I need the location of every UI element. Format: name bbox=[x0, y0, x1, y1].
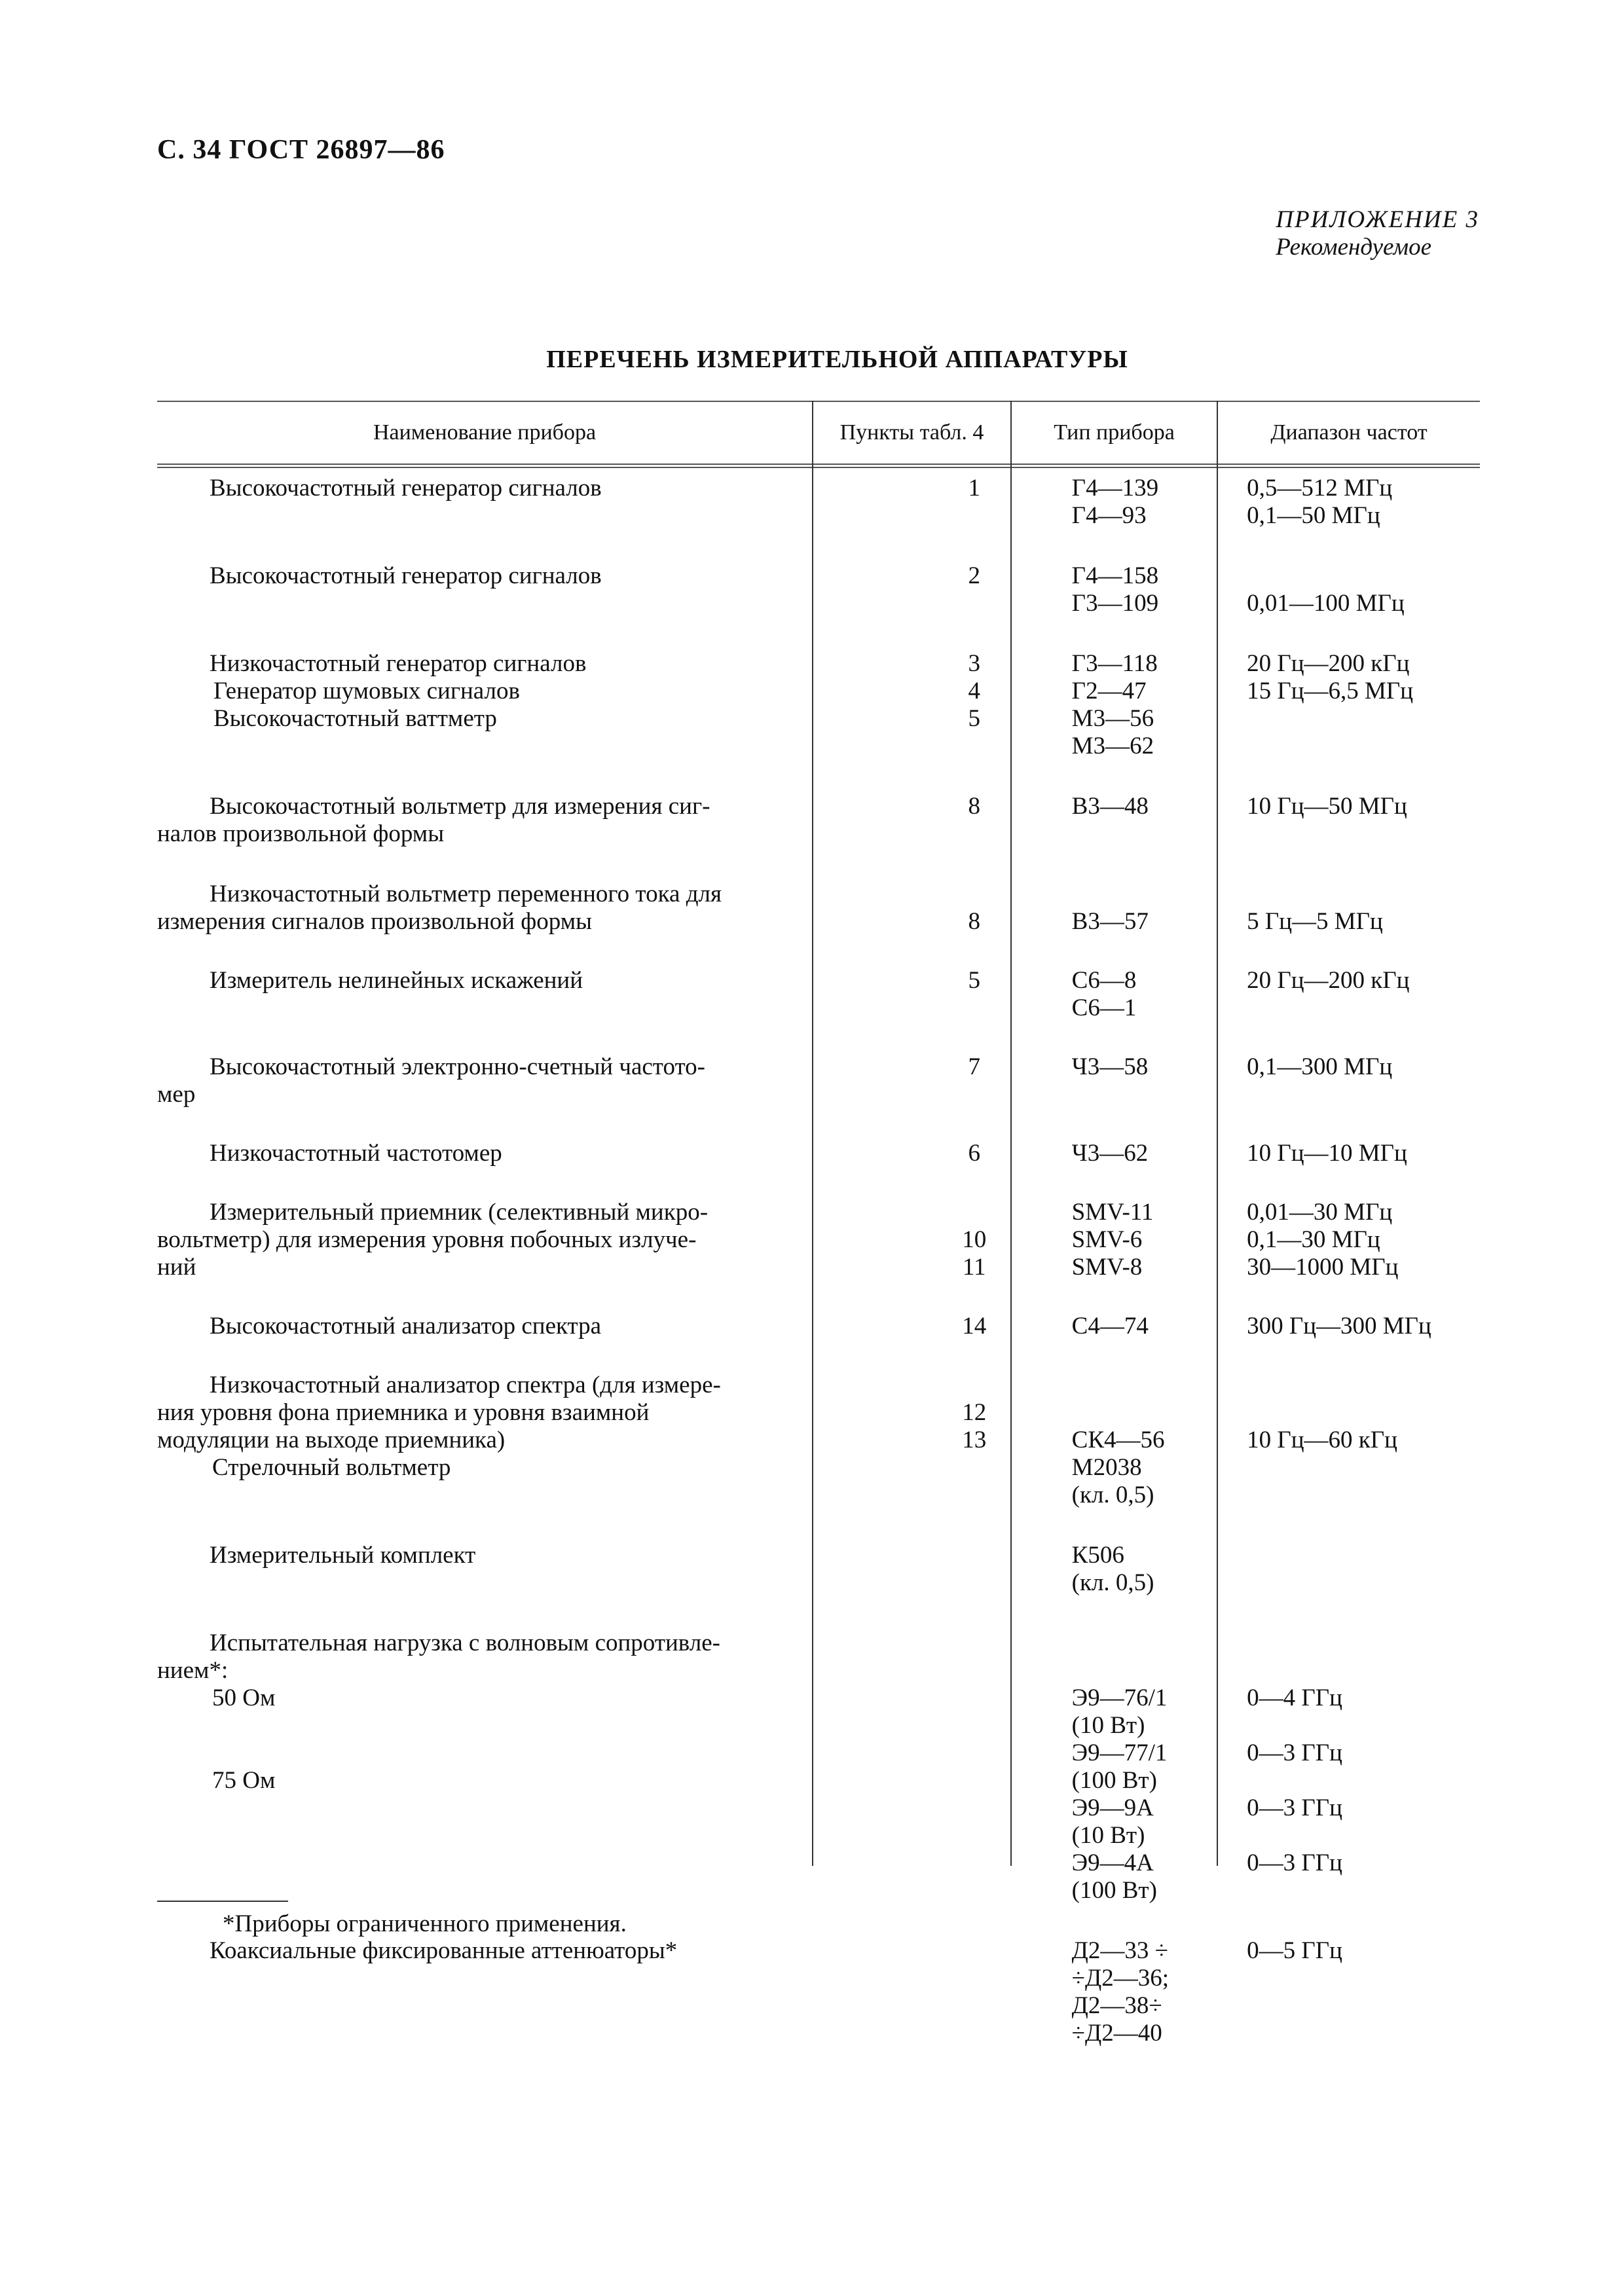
cell-range-line bbox=[1247, 1767, 1480, 1795]
cell-range-line bbox=[1247, 1372, 1480, 1399]
cell-type-line: SMV-8 bbox=[1071, 1254, 1143, 1281]
cell-range bbox=[1247, 1140, 1480, 1167]
cell-name-line: Низкочастотный вольтметр переменного тока для bbox=[210, 881, 722, 907]
cell-items-line: 13 bbox=[962, 1427, 987, 1453]
document-title bbox=[0, 345, 1622, 374]
cell-name-line: Высокочастотный электронно-счетный частото- bbox=[210, 1053, 706, 1080]
cell-range bbox=[1247, 1630, 1480, 1904]
cell-type-line bbox=[1072, 881, 1221, 908]
cell-name-line: Высокочастотный анализатор спектра bbox=[210, 1313, 602, 1339]
cell-range-line: 0—3 ГГц bbox=[1247, 1740, 1342, 1766]
cell-range bbox=[1247, 562, 1480, 617]
cell-type bbox=[1072, 1140, 1221, 1167]
cell-type-line: Г2—47 bbox=[1071, 678, 1147, 704]
cell-items-line: 11 bbox=[962, 1254, 986, 1281]
table-top-rule bbox=[157, 401, 1480, 402]
cell-type-line: С4—74 bbox=[1071, 1313, 1149, 1339]
cell-range-line: 15 Гц—6,5 МГц bbox=[1247, 678, 1414, 704]
cell-range-line bbox=[1247, 733, 1480, 760]
cell-name-line: Низкочастотный частотомер bbox=[210, 1140, 502, 1167]
table-row bbox=[157, 1313, 1480, 1340]
table-row bbox=[157, 881, 1480, 936]
cell-type bbox=[1072, 967, 1221, 1022]
cell-type-line: Э9—9А bbox=[1071, 1795, 1154, 1821]
table-row bbox=[157, 1542, 1480, 1597]
cell-type-line: Г4—139 bbox=[1071, 475, 1159, 501]
cell-name bbox=[157, 1199, 805, 1281]
cell-type-line: Д2—33 ÷ bbox=[1071, 1937, 1168, 1964]
cell-range-line: 10 Гц—60 кГц bbox=[1247, 1427, 1397, 1453]
cell-range-line bbox=[1247, 1454, 1480, 1482]
cell-name bbox=[157, 1937, 805, 1965]
cell-items-line: 8 bbox=[968, 793, 980, 820]
cell-type-line: (100 Вт) bbox=[1071, 1877, 1157, 1904]
cell-type-line: Г3—109 bbox=[1071, 590, 1159, 617]
cell-items-line bbox=[916, 1482, 1033, 1509]
cell-name-line: Коаксиальные фиксированные аттенюаторы* bbox=[210, 1937, 678, 1964]
table-row bbox=[157, 1199, 1480, 1281]
cell-type bbox=[1072, 475, 1221, 530]
cell-items bbox=[916, 1199, 1033, 1281]
cell-range-line bbox=[1247, 1877, 1480, 1904]
cell-range-line bbox=[1247, 1630, 1480, 1657]
cell-name bbox=[157, 1140, 805, 1167]
cell-type-line: М2038 bbox=[1071, 1454, 1142, 1481]
cell-type bbox=[1072, 1630, 1221, 1904]
cell-type-line: SMV-6 bbox=[1071, 1226, 1143, 1253]
cell-name-line bbox=[157, 1712, 805, 1740]
cell-name-line: нием*: bbox=[157, 1657, 229, 1684]
cell-range-line: 300 Гц—300 МГц bbox=[1247, 1313, 1431, 1339]
cell-type bbox=[1072, 793, 1221, 820]
cell-name bbox=[157, 1313, 805, 1340]
cell-name-line: Высокочастотный генератор сигналов bbox=[210, 562, 602, 589]
page-header: С. 34 ГОСТ 26897—86 bbox=[157, 135, 445, 165]
footnote: *Приборы ограниченного применения. bbox=[223, 1910, 627, 1937]
cell-range bbox=[1247, 881, 1480, 936]
cell-range-line bbox=[1247, 1569, 1480, 1597]
cell-items-line bbox=[916, 1199, 1033, 1226]
cell-items-line: 6 bbox=[968, 1140, 980, 1167]
cell-items-line: 12 bbox=[962, 1399, 987, 1426]
cell-type bbox=[1072, 1542, 1221, 1597]
cell-items-line: 4 bbox=[968, 678, 980, 704]
cell-name-line: модуляции на выходе приемника) bbox=[157, 1427, 506, 1453]
cell-name-line: ний bbox=[157, 1254, 196, 1281]
cell-type-line: Г4—93 bbox=[1071, 502, 1147, 529]
cell-name bbox=[157, 1053, 805, 1108]
cell-items-line bbox=[916, 881, 1033, 908]
cell-range-line bbox=[1247, 1482, 1480, 1509]
appendix-label: ПРИЛОЖЕНИЕ 3 bbox=[1276, 206, 1479, 233]
cell-type-line: (кл. 0,5) bbox=[1071, 1482, 1154, 1508]
appendix-status: Рекомендуемое bbox=[1276, 234, 1432, 261]
table-header-rule bbox=[157, 464, 1480, 465]
cell-type-line bbox=[1072, 1372, 1221, 1399]
cell-type-line: В3—57 bbox=[1071, 908, 1149, 935]
table-row bbox=[157, 562, 1480, 617]
cell-range bbox=[1247, 1937, 1480, 1965]
cell-name bbox=[157, 650, 805, 733]
footnote-rule bbox=[157, 1901, 288, 1902]
cell-name-line: измерения сигналов произвольной формы bbox=[157, 908, 592, 935]
cell-name-line: 75 Ом bbox=[212, 1767, 276, 1794]
cell-type-line: Э9—4А bbox=[1071, 1850, 1154, 1876]
cell-name-line: ния уровня фона приемника и уровня взаимной bbox=[157, 1399, 650, 1426]
cell-range-line: 20 Гц—200 кГц bbox=[1247, 967, 1410, 994]
cell-name-line: Низкочастотный генератор сигналов bbox=[210, 650, 587, 677]
cell-type bbox=[1072, 881, 1221, 936]
cell-name bbox=[157, 881, 805, 936]
table-row bbox=[157, 1053, 1480, 1108]
cell-items-line bbox=[916, 733, 1033, 760]
cell-range-line bbox=[1247, 1822, 1480, 1850]
cell-items-line bbox=[916, 1454, 1033, 1482]
cell-range-line: 10 Гц—50 МГц bbox=[1247, 793, 1407, 820]
table-row bbox=[157, 1372, 1480, 1509]
cell-type-line: Г3—118 bbox=[1071, 650, 1158, 677]
cell-name-line bbox=[157, 1569, 805, 1597]
table-row bbox=[157, 1140, 1480, 1167]
cell-name-line bbox=[157, 1795, 805, 1822]
cell-type-line: (10 Вт) bbox=[1071, 1822, 1145, 1849]
cell-type-line: Ч3—58 bbox=[1071, 1053, 1149, 1080]
cell-items bbox=[916, 562, 1033, 617]
cell-name-line: Низкочастотный анализатор спектра (для измере- bbox=[210, 1372, 721, 1398]
cell-range-line bbox=[1247, 1399, 1480, 1427]
cell-name-line: мер bbox=[157, 1081, 196, 1108]
cell-items bbox=[916, 475, 1033, 530]
cell-range bbox=[1247, 1053, 1480, 1081]
cell-range-line: 0—3 ГГц bbox=[1247, 1850, 1342, 1876]
cell-range-line: 0,1—30 МГц bbox=[1247, 1226, 1380, 1253]
cell-name bbox=[157, 967, 805, 994]
cell-name-line: Высокочастотный вольтметр для измерения сиг- bbox=[210, 793, 710, 820]
cell-items bbox=[916, 1313, 1033, 1340]
table-header-rule-2 bbox=[157, 467, 1480, 468]
cell-name-line: Высокочастотный ваттметр bbox=[213, 705, 497, 732]
cell-items-line: 5 bbox=[968, 705, 980, 732]
cell-type bbox=[1072, 1372, 1221, 1509]
cell-type-line: Ч3—62 bbox=[1071, 1140, 1149, 1167]
cell-name bbox=[157, 1372, 805, 1509]
cell-items bbox=[916, 967, 1033, 1022]
cell-range-line: 20 Гц—200 кГц bbox=[1247, 650, 1410, 677]
cell-type-line: С6—8 bbox=[1071, 967, 1137, 994]
cell-name-line: Измерительный комплект bbox=[210, 1542, 476, 1569]
cell-items bbox=[916, 650, 1033, 760]
cell-items-line bbox=[916, 1542, 1033, 1569]
header-name: Наименование прибора bbox=[373, 420, 597, 445]
cell-range bbox=[1247, 1542, 1480, 1597]
cell-type bbox=[1072, 1937, 1221, 2047]
cell-type-line bbox=[1072, 1657, 1221, 1685]
cell-type-line: Г4—158 bbox=[1071, 562, 1159, 589]
cell-items-line: 10 bbox=[962, 1226, 987, 1253]
cell-name-line: Измеритель нелинейных искажений bbox=[210, 967, 583, 994]
cell-range bbox=[1247, 475, 1480, 530]
header-type: Тип прибора bbox=[1054, 420, 1175, 445]
cell-type-line: ÷Д2—40 bbox=[1071, 2020, 1162, 2047]
cell-range-line: 0,5—512 МГц bbox=[1247, 475, 1393, 501]
cell-range bbox=[1247, 967, 1480, 1022]
cell-type bbox=[1072, 650, 1221, 760]
cell-type-line: ÷Д2—36; bbox=[1071, 1965, 1169, 1992]
cell-name-line: Высокочастотный генератор сигналов bbox=[210, 475, 602, 501]
cell-range-line: 0—5 ГГц bbox=[1247, 1937, 1342, 1964]
cell-type-line: К506 bbox=[1071, 1542, 1124, 1569]
cell-type-line: (100 Вт) bbox=[1071, 1767, 1157, 1794]
cell-type-line: (10 Вт) bbox=[1071, 1712, 1145, 1739]
cell-type bbox=[1072, 1053, 1221, 1081]
cell-range-line bbox=[1247, 1712, 1480, 1740]
cell-range-line: 0,01—30 МГц bbox=[1247, 1199, 1393, 1226]
cell-range-line bbox=[1247, 705, 1480, 733]
cell-type-line bbox=[1072, 1399, 1221, 1427]
cell-name bbox=[157, 1630, 805, 1904]
cell-type bbox=[1072, 1313, 1221, 1340]
cell-range-line bbox=[1247, 994, 1480, 1022]
cell-name-line bbox=[157, 1740, 805, 1767]
cell-range-line: 10 Гц—10 МГц bbox=[1247, 1140, 1407, 1167]
cell-items-line: 14 bbox=[962, 1313, 987, 1339]
cell-range bbox=[1247, 650, 1480, 760]
cell-items-line bbox=[916, 994, 1033, 1022]
cell-name bbox=[157, 793, 805, 848]
cell-items bbox=[916, 1542, 1033, 1597]
cell-items-line: 8 bbox=[968, 908, 980, 935]
cell-items bbox=[916, 1053, 1033, 1081]
header-range: Диапазон частот bbox=[1270, 420, 1428, 445]
cell-range-line: 0,01—100 МГц bbox=[1247, 590, 1405, 617]
cell-name-line: вольтметр) для измерения уровня побочных излуче- bbox=[157, 1226, 697, 1253]
cell-type-line: М3—62 bbox=[1071, 733, 1154, 759]
cell-items-line bbox=[916, 502, 1033, 530]
cell-type-line: СК4—56 bbox=[1071, 1427, 1165, 1453]
cell-range-line: 0—4 ГГц bbox=[1247, 1685, 1342, 1711]
cell-range-line bbox=[1247, 562, 1480, 590]
cell-items bbox=[916, 793, 1033, 820]
table-row bbox=[157, 1937, 1480, 2047]
header-items: Пункты табл. 4 bbox=[839, 420, 984, 445]
table-body bbox=[157, 475, 1480, 2047]
cell-items bbox=[916, 881, 1033, 936]
cell-name-line: Испытательная нагрузка с волновым сопротивле- bbox=[210, 1630, 720, 1656]
cell-range bbox=[1247, 1372, 1480, 1509]
appendix-block bbox=[1276, 206, 1479, 261]
cell-range-line bbox=[1247, 881, 1480, 908]
cell-type bbox=[1072, 562, 1221, 617]
table-row bbox=[157, 475, 1480, 530]
cell-items-line bbox=[916, 1569, 1033, 1597]
cell-name bbox=[157, 1542, 805, 1597]
cell-items-line bbox=[916, 590, 1033, 617]
cell-name bbox=[157, 562, 805, 590]
cell-type-line: Э9—76/1 bbox=[1071, 1685, 1168, 1711]
cell-range-line: 5 Гц—5 МГц bbox=[1247, 908, 1383, 935]
table-row bbox=[157, 793, 1480, 848]
cell-name-line: Стрелочный вольтметр bbox=[212, 1454, 451, 1481]
cell-type-line bbox=[1072, 1630, 1221, 1657]
cell-name-line: Генератор шумовых сигналов bbox=[213, 678, 520, 704]
table-row bbox=[157, 650, 1480, 760]
cell-items bbox=[916, 1140, 1033, 1167]
document-title-text: ПЕРЕЧЕНЬ ИЗМЕРИТЕЛЬНОЙ АППАРАТУРЫ bbox=[546, 346, 1128, 373]
cell-items-line: 5 bbox=[968, 967, 980, 994]
cell-name-line: Измерительный приемник (селективный микро- bbox=[210, 1199, 709, 1226]
cell-range-line: 0,1—50 МГц bbox=[1247, 502, 1380, 529]
table-row bbox=[157, 1630, 1480, 1904]
cell-type-line: В3—48 bbox=[1071, 793, 1149, 820]
cell-items-line bbox=[916, 1372, 1033, 1399]
cell-range bbox=[1247, 793, 1480, 820]
cell-range-line bbox=[1247, 1542, 1480, 1569]
cell-type-line: (кл. 0,5) bbox=[1071, 1569, 1154, 1596]
cell-type-line: SMV-11 bbox=[1071, 1199, 1154, 1226]
cell-range-line bbox=[1247, 1657, 1480, 1685]
cell-range-line: 30—1000 МГц bbox=[1247, 1254, 1399, 1281]
cell-range bbox=[1247, 1199, 1480, 1281]
cell-name-line: налов произвольной формы bbox=[157, 820, 445, 847]
cell-type-line: Д2—38÷ bbox=[1071, 1992, 1162, 2019]
cell-range bbox=[1247, 1313, 1480, 1340]
cell-type-line: М3—56 bbox=[1071, 705, 1154, 732]
cell-name bbox=[157, 475, 805, 502]
cell-items-line: 7 bbox=[968, 1053, 980, 1080]
cell-type bbox=[1072, 1199, 1221, 1281]
cell-items-line: 3 bbox=[968, 650, 980, 677]
cell-range-line: 0,1—300 МГц bbox=[1247, 1053, 1393, 1080]
cell-type-line: Э9—77/1 bbox=[1071, 1740, 1168, 1766]
cell-name-line bbox=[157, 1850, 805, 1877]
cell-items-line: 1 bbox=[968, 475, 980, 501]
table-row bbox=[157, 967, 1480, 1022]
cell-name-line: 50 Ом bbox=[212, 1685, 276, 1711]
cell-name-line bbox=[157, 1822, 805, 1850]
cell-items bbox=[916, 1372, 1033, 1509]
cell-range-line: 0—3 ГГц bbox=[1247, 1795, 1342, 1821]
cell-name-line bbox=[157, 1482, 805, 1509]
cell-type-line: С6—1 bbox=[1071, 994, 1137, 1021]
cell-items-line: 2 bbox=[968, 562, 980, 589]
